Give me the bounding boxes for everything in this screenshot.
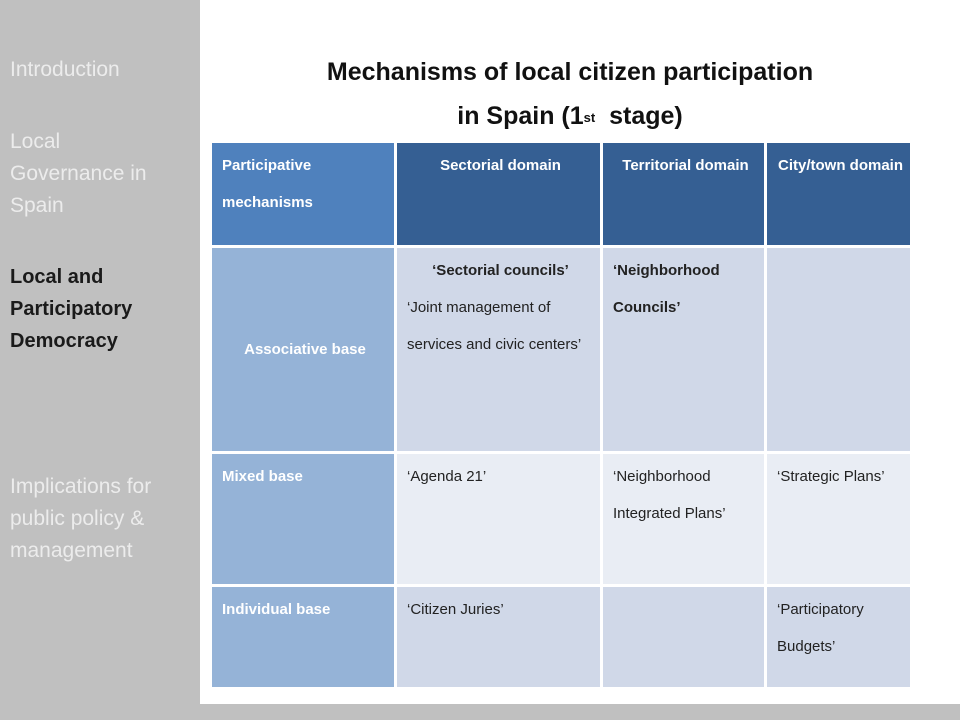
cell-associative-city <box>766 247 912 453</box>
nav-item-local-governance[interactable]: Local Governance in Spain <box>10 130 147 217</box>
cell-mixed-sectorial: ‘Agenda 21’ <box>396 453 602 586</box>
cell-joint-management: ‘Joint management of services and civic centers’ <box>407 299 582 353</box>
table-row <box>211 453 912 586</box>
header-territorial-domain: Territorial domain <box>602 142 766 247</box>
slide-content <box>200 0 960 704</box>
nav-item-introduction[interactable]: Introduction <box>10 58 120 81</box>
header-participative-mechanisms: Participative mechanisms <box>211 142 396 247</box>
cell-individual-sectorial: ‘Citizen Juries’ <box>396 586 602 689</box>
nav-item-implications[interactable]: Implications for public policy & management <box>10 475 152 562</box>
row-label-associative-base: Associative base <box>211 247 396 453</box>
header-sectorial-domain: Sectorial domain <box>396 142 602 247</box>
cell-mixed-city: ‘Strategic Plans’ <box>766 453 912 586</box>
table-row <box>211 247 912 453</box>
cell-associative-sectorial <box>396 247 602 453</box>
title-line-1: Mechanisms of local citizen participation <box>326 58 814 86</box>
table-row <box>211 586 912 689</box>
sidebar-nav <box>0 0 200 720</box>
slide-title <box>200 50 940 138</box>
participation-table <box>209 140 913 690</box>
bottom-strip <box>200 704 960 720</box>
row-label-individual-base: Individual base <box>211 586 396 689</box>
nav-item-local-participatory-democracy[interactable]: Local and Participatory Democracy <box>10 266 133 352</box>
cell-individual-city: ‘Participatory Budgets’ <box>766 586 912 689</box>
cell-associative-territorial: ‘Neighborhood Councils’ <box>602 247 766 453</box>
row-label-mixed-base: Mixed base <box>211 453 396 586</box>
title-line-2-pre: in Spain (1 <box>457 102 584 130</box>
title-superscript: st <box>583 110 596 125</box>
header-city-town-domain: City/town domain <box>766 142 912 247</box>
title-line-2-post: stage) <box>595 102 683 130</box>
table-header-row <box>211 142 912 247</box>
cell-individual-territorial <box>602 586 766 689</box>
cell-sectorial-councils: ‘Sectorial councils’ <box>432 262 569 279</box>
title-line-2 <box>200 94 940 138</box>
cell-mixed-territorial: ‘Neighborhood Integrated Plans’ <box>602 453 766 586</box>
